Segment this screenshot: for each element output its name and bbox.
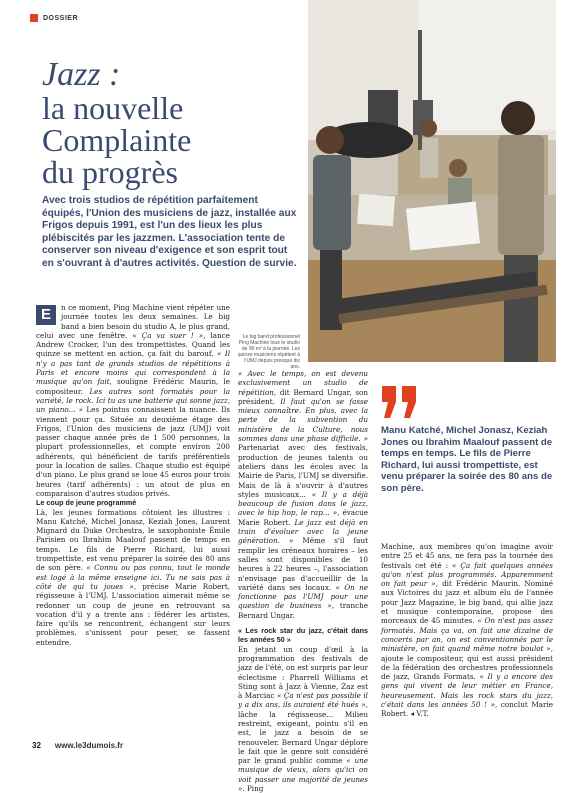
quote-span: Le jazz est déjà en train d'évoluer avec la jeune génération. » bbox=[238, 517, 369, 546]
quote-span: « Avec le temps, on est devenu exclusivement un studio de répétition bbox=[238, 369, 368, 397]
article-title bbox=[42, 58, 242, 188]
rehearsal-photo bbox=[308, 0, 556, 362]
section-marker-square bbox=[30, 14, 38, 22]
quote-span: « Ça fait quelques années qu'on n'est plus programmés. Apparemment on fait peur » bbox=[381, 560, 553, 589]
quote-span: « Il y a encore des gens qui vivent de leur métier en France, heureusement. Mais les rock stars du jazz, c'était dans les années 50 ! » bbox=[381, 672, 553, 710]
article-column-3 bbox=[381, 542, 553, 717]
title-line-3: Complainte bbox=[42, 122, 192, 158]
paragraph bbox=[36, 508, 230, 647]
text-span: , lance Andrew Crocker, l'un des trompettistes. Quand les quinze se mettent en action, ça fait du barouf. bbox=[36, 330, 231, 359]
quote-span: Les autres sont formatés pour la variété, le rock. Ici tu as une batterie qui sonne jazz, un piano... » bbox=[36, 386, 230, 415]
quote-span: « Connu ou pas connu, tout le monde est logé à la même enseigne ici. Tu ne sais pas à côté de qui tu joues » bbox=[36, 563, 230, 591]
text-span: Les pointus connaissent la nuance. Ils viennent pour ça. Située au deuxième étage des Frigos, l'Union des musiciens de jazz (UMJ) voit passer chaque année près de 1 500 personnes, la plupart professionnelles, et compte environ 200 adhérents, qui bénéficient de tarifs préférentiels pour la location de salles. Chaque studio est équipé d'un piano. Le plus grand se loue 45 euros pour trois heures (tarif adhérents) : un atout de plus en comparaison d'autres studios privés. bbox=[36, 405, 230, 498]
paragraph bbox=[238, 369, 368, 620]
subheading: « Les rock star du jazz, c'était dans les années 50 » bbox=[238, 626, 368, 645]
section-label: DOSSIER bbox=[43, 14, 79, 22]
quotation-mark-icon bbox=[380, 384, 420, 424]
text-span: , tranche Bernard Ungar. bbox=[238, 601, 368, 620]
quote-span: « Ça va suer ! » bbox=[132, 330, 204, 340]
paragraph bbox=[36, 303, 230, 498]
page-number: 32 bbox=[32, 741, 41, 750]
text-span: n ce moment, Ping Machine vient répéter une journée toutes les deux semaines. Le big band a bien besoin du studio A, le plus grand, celui avec une fenêtre. bbox=[36, 303, 230, 340]
rehearsal-photo-illustration bbox=[308, 0, 556, 362]
text-span: Là, les jeunes formations côtoient les illustres : Manu Katché, Michel Jonasz, Keziah Jones, Laurent Mignard du Duke Orchestra, le saxophoniste Émile Parisien ou Ibrahim Maalouf passent de temps en temps. Le fils de Pierre Richard, lui aussi trompettiste, est venu préparer la soirée des 80 ans de son père. bbox=[36, 507, 230, 573]
article-lede: Avec trois studios de répétition parfaitement équipés, l'Union des musiciens de jazz, installée aux Frigos depuis 1991, est l'un des lieux les plus plébiscités par les jazzmen. L'association tente de conserver son niveau d'exigence et son esprit tout en s'ouvrant à d'autres activités. Question de survie. bbox=[42, 195, 297, 269]
text-span: , évacue Marie Robert. bbox=[238, 508, 368, 527]
pull-quote: Manu Katché, Michel Jonasz, Keziah Jones ou Ibrahim Maalouf passent de temps en temps. Le fils de Pierre Richard, lui aussi trompettiste, est venu préparer la soirée des 80 ans de son père. bbox=[381, 425, 553, 494]
text-span: Partenariat avec des festivals, production de jeunes talents ou ateliers dans les écoles avec la Mairie de Paris, l'UMJ se diversifie. Mais de là à s'ouvrir à d'autres styles musicaux... bbox=[238, 443, 368, 499]
paragraph bbox=[238, 645, 368, 793]
drop-cap: E bbox=[36, 305, 56, 325]
quote-span: « une musique de vieux, alors qu'ici on voit passer une majorité de jeunes » bbox=[238, 756, 368, 793]
text-span: , conclut Marie Robert. ◂ V.T. bbox=[381, 700, 553, 719]
text-span: , lâche la régisseuse... Milieu restreint, exigeant, pointu s'il en est, le jazz a besoin de se renouveler. Bernard Ungar déplore le fait que le genre soit considéré par le grand public comme bbox=[238, 700, 368, 766]
text-span: En jetant un coup d'œil à la programmation des festivals de jazz de l'été, on est surpris par leur éclectisme : Pharrell Williams et Sting sont à Jazz à Vienne, Zaz est à Marciac bbox=[238, 644, 368, 701]
text-span: , précise Marie Robert, régisseuse à l'UMJ. L'association aimerait même se redonner un coup de jeune en retrouvant sa vocation d'il y a trente ans : fédérer les artistes, faire qu'ils se rencontrent, échangent sur leurs problèmes, s'unissent pour peser, se fassent entendre. bbox=[36, 581, 230, 647]
text-span: , dit Bernard Ungar, son président. bbox=[238, 387, 368, 406]
text-span: , dit Frédéric Maurin. Nominé aux Victoires du jazz et album élu de l'année pour Jazz Magazine, le big band, qui allie jazz et musique contemporaine, propose des morceaux de 45 minutes. bbox=[381, 579, 553, 626]
text-span: , souligne Frédéric Maurin, le compositeur. bbox=[36, 377, 230, 396]
title-line-1: Jazz : bbox=[42, 56, 121, 93]
page-footer bbox=[32, 741, 123, 750]
text-span: Machine, aux membres qu'on imagine avoir entre 25 et 45 ans, ne fera pas la tournée des festivals cet été : bbox=[381, 542, 553, 570]
subheading: Le coup de jeune programmé bbox=[36, 498, 137, 508]
quote-span: « Il y a déjà beaucoup de fusion dans le jazz, avec le hip hop, le rap... » bbox=[238, 489, 368, 518]
text-span: . Ping bbox=[242, 784, 264, 793]
photo-caption: Le big band professionnel Ping Machine loue le studio de 90 m² à la journée. Les quinze musiciens répètent à l'UMJ depuis presque dix ans. bbox=[237, 334, 300, 370]
quote-span: Il faut qu'on se fasse mieux connaître. En plus, avec la perte de la subvention du ministère de la Culture, nous sommes dans une phase difficile. » bbox=[238, 396, 368, 444]
paragraph bbox=[381, 542, 553, 719]
title-line-2: la nouvelle bbox=[42, 90, 184, 126]
article-column-1 bbox=[36, 303, 230, 715]
quote-span: « Il n'y a pas tant de grands studios de répétitions à Paris et encore moins qui correspondent à la musique qu'on fait bbox=[36, 349, 230, 387]
title-line-4: du progrès bbox=[42, 154, 178, 190]
quote-span: « Ça n'est pas possible il y a dix ans, ils auraient été hués » bbox=[238, 691, 368, 710]
text-span: Même s'il faut remplir les créneaux horaires – les salles sont disponibles de 10 heures à 22 heures –, l'association n'envisage pas d'accueillir de la variété dans ses locaux. bbox=[238, 536, 368, 592]
article-column-2 bbox=[238, 369, 369, 793]
website-link[interactable]: www.le3dumois.fr bbox=[54, 741, 124, 750]
quote-span: « On n'est pas assez formatés. Mais ça va, on fait une dizaine de concerts par an, on est conventionnés par le ministère, on fait quand même notre boulot » bbox=[381, 616, 553, 654]
quote-span: « On ne fonctionne pas l'UMJ pour une question de business » bbox=[238, 582, 368, 611]
section-header bbox=[30, 14, 78, 22]
text-span: , ajoute le compositeur, qui est aussi président de la fédération des orchestres professionnels de jazz, Grands Formats. bbox=[381, 644, 553, 682]
